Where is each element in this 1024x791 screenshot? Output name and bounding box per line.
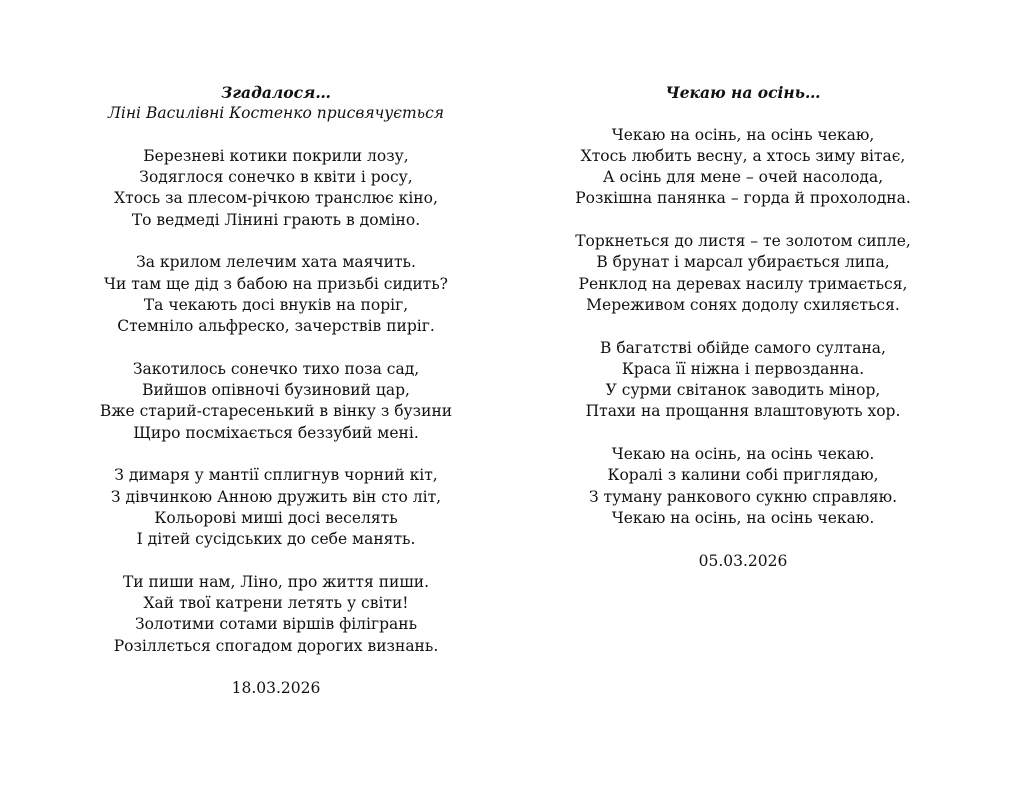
verse-line: Чекаю на осінь, на осінь чекаю.	[611, 445, 875, 464]
verse-line: Золотими сотами віршів філігрань	[134, 615, 418, 634]
verse-line: Чекаю на осінь, на осінь чекаю,	[611, 125, 875, 144]
stanza	[56, 146, 496, 231]
verse-line: І дітей сусідських до себе манять.	[136, 530, 416, 549]
verse-line: В багатстві обійде самого султана,	[600, 338, 886, 357]
verse-line: За крилом лелечим хата маячить.	[136, 253, 416, 272]
verse-line: Вже старий-старесенький в вінку з бузини	[99, 402, 453, 421]
verse-line: Березневі котики покрили лозу,	[143, 146, 409, 165]
verse-line: З дівчинкою Анною дружить він сто літ,	[110, 487, 442, 506]
verse-line: Краса її ніжна і первозданна.	[621, 359, 865, 378]
verse-line: Ренклод на деревах насилу тримається,	[578, 274, 908, 293]
verse-line: В брунат і марсал убирається липа,	[596, 253, 890, 272]
verse-line: Хтось любить весну, а хтось зиму вітає,	[580, 146, 906, 165]
stanza	[56, 359, 496, 444]
verse-line: Коралі з калини собі приглядаю,	[607, 466, 879, 485]
stanza	[523, 231, 963, 316]
verse-line: То ведмеді Лінині грають в доміно.	[131, 210, 421, 229]
poem-title: Згадалося…	[221, 83, 331, 102]
stanza	[523, 444, 963, 529]
verse-line: У сурми світанок заводить мінор,	[605, 381, 881, 400]
verse-line: Мереживом сонях додолу схиляється.	[586, 295, 900, 314]
verse-line: Щиро посміхається беззубий мені.	[133, 423, 419, 442]
verse-line: Стемніло альфреско, зачерствів пиріг.	[117, 317, 435, 336]
verse-line: А осінь для мене – очей насолода,	[602, 168, 884, 187]
verse-line: Кольорові миші досі веселять	[154, 508, 398, 527]
poem-right	[523, 82, 963, 572]
verse-line: Ти пиши нам, Ліно, про життя пиши.	[122, 572, 430, 591]
poem-left	[56, 82, 496, 700]
poem-title: Чекаю на осінь…	[665, 83, 821, 102]
poem-date: 05.03.2026	[698, 551, 788, 570]
verse-line: Чи там ще дід з бабою на призьбі сидить?	[104, 274, 448, 293]
verse-line: Птахи на прощання влаштовують хор.	[585, 402, 901, 421]
stanza	[56, 572, 496, 657]
verse-line: Зодяглося сонечко в квіти і росу,	[139, 168, 413, 187]
verse-line: Та чекають досі внуків на поріг,	[143, 295, 409, 314]
verse-line: Торкнеться до листя – те золотом сипле,	[575, 232, 911, 251]
verse-line: Хай твої катрени летять у світи!	[143, 594, 409, 613]
stanza	[523, 125, 963, 210]
verse-line: Вийшов опівночі бузиновий цар,	[142, 381, 410, 400]
poem-date: 18.03.2026	[231, 679, 321, 698]
verse-line: Хтось за плесом-річкою транслює кіно,	[114, 189, 438, 208]
poem-dedication: Ліні Василівні Костенко присвячується	[107, 104, 445, 123]
verse-line: Чекаю на осінь, на осінь чекаю.	[611, 508, 875, 527]
verse-line: З туману ранкового сукню справляю.	[588, 487, 898, 506]
stanza	[523, 338, 963, 423]
verse-line: З димаря у мантії сплигнув чорний кіт,	[114, 466, 438, 485]
stanza	[56, 252, 496, 337]
verse-line: Розкішна панянка – горда й прохолодна.	[575, 189, 911, 208]
verse-line: Розіллється спогадом дорогих визнань.	[113, 636, 439, 655]
stanza	[56, 465, 496, 550]
verse-line: Закотилось сонечко тихо поза сад,	[132, 359, 420, 378]
